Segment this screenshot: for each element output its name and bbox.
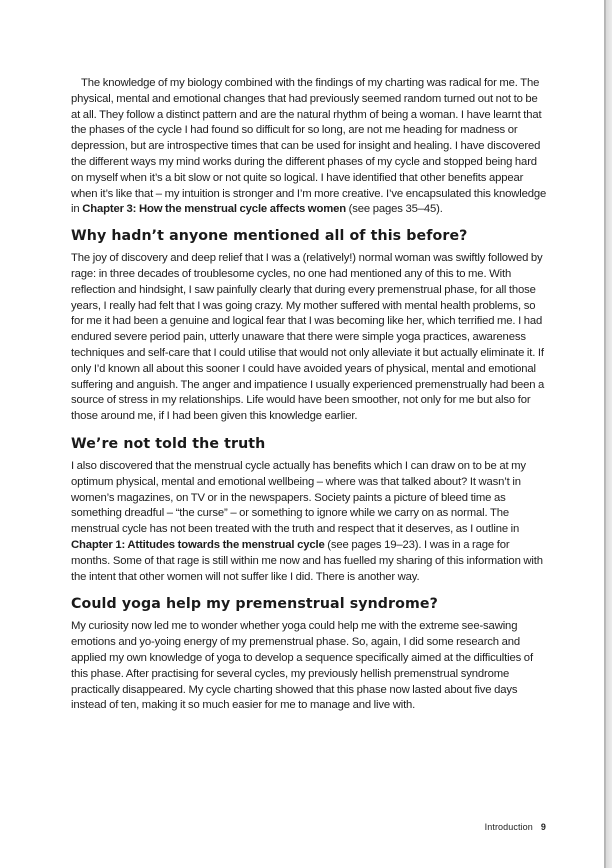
page-body — [71, 76, 549, 714]
page-footer — [485, 822, 546, 832]
section-heading-truth: We’re not told the truth — [71, 435, 266, 452]
intro-paragraph — [71, 76, 549, 218]
page-number: 9 — [540, 822, 546, 832]
why-paragraph: The joy of discovery and deep relief that I was a (relatively!) normal woman was swiftly followed by rage: in three decades of troublesome cycles, no one had mentioned any of this to me. With reflection and hindsight, I saw painfully clearly that during every premenstrual phase, for all those years, I really had felt that I was going crazy. My mother suffered with mental health problems, so for me it had been a genuine and logical fear that I was becoming like her, which terrified me. I had endured severe period pain, utterly unaware that there were simple yoga practices, awareness techniques and self-care that I could utilise that would not only alleviate it but actually eliminate it. If only I’d known all about this sooner I could have avoided years of physical, mental and emotional suffering and anguish. The anger and impatience I usually experienced premenstrually had been a source of stress in my relationships. Life would have been smoother, not only for me but also for those around me, if I had been given this knowledge earlier. — [71, 252, 545, 423]
section-heading-yoga: Could yoga help my premenstrual syndrome? — [71, 596, 438, 613]
truth-paragraph — [71, 459, 549, 585]
section-heading-why: Why hadn’t anyone mentioned all of this before? — [71, 228, 468, 245]
intro-text-2: (see pages 35–45). — [345, 203, 443, 216]
truth-text-2: (see pages 19–23). I was in a rage for months. Some of that rage is still within me now and has fuelled my sharing of this information with the intent that other women will not suffer like I did. There is another way. — [71, 538, 543, 583]
intro-text-1: The knowledge of my biology combined with the findings of my charting was radical for me. The physical, mental and emotional changes that had previously seemed random turned out not to be at all. They follow a distinct pattern and are the natural rhythm of being a woman. I have learnt that the phases of the cycle I had found so difficult for so long, are not me heading for madness or depression, but are introspective times that can be used for insight and healing. I have discovered the different ways my mind works during the different phases of my cycle and stopped being hard on myself when it’s a bit slow or not quite so logical. I have identified that other benefits appear when it’s like that – my intuition is stronger and I’m more creative. I’ve encapsulated this knowledge in — [71, 77, 547, 216]
truth-text-1: I also discovered that the menstrual cycle actually has benefits which I can draw on to be at my optimum physical, mental and emotional wellbeing – where was that talked about? It wasn’t in women’s magazines, on TV or in the newspapers. Society paints a picture of bleed time as something dreadful – “the curse” – or something to ignore while we carry on as normal. The menstrual cycle has not been treated with the truth and respect that it deserves, as I outline in — [71, 459, 526, 536]
yoga-paragraph: My curiosity now led me to wonder whether yoga could help me with the extreme see-sawing emotions and yo-yoing energy of my premenstrual phase. So, again, I did some research and applied my own knowledge of yoga to develop a sequence specifically aimed at the difficulties of this phase. After practising for several cycles, my previously hellish premenstrual syndrome practically disappeared. My cycle charting showed that this phase now lasted about five days instead of ten, making it so much easier for me to manage and live with. — [71, 620, 533, 712]
chapter-3-reference: Chapter 3: How the menstrual cycle affects women — [82, 203, 346, 216]
page-edge — [604, 0, 612, 868]
chapter-1-reference: Chapter 1: Attitudes towards the menstrual cycle — [71, 538, 325, 551]
footer-section: Introduction — [484, 822, 533, 832]
